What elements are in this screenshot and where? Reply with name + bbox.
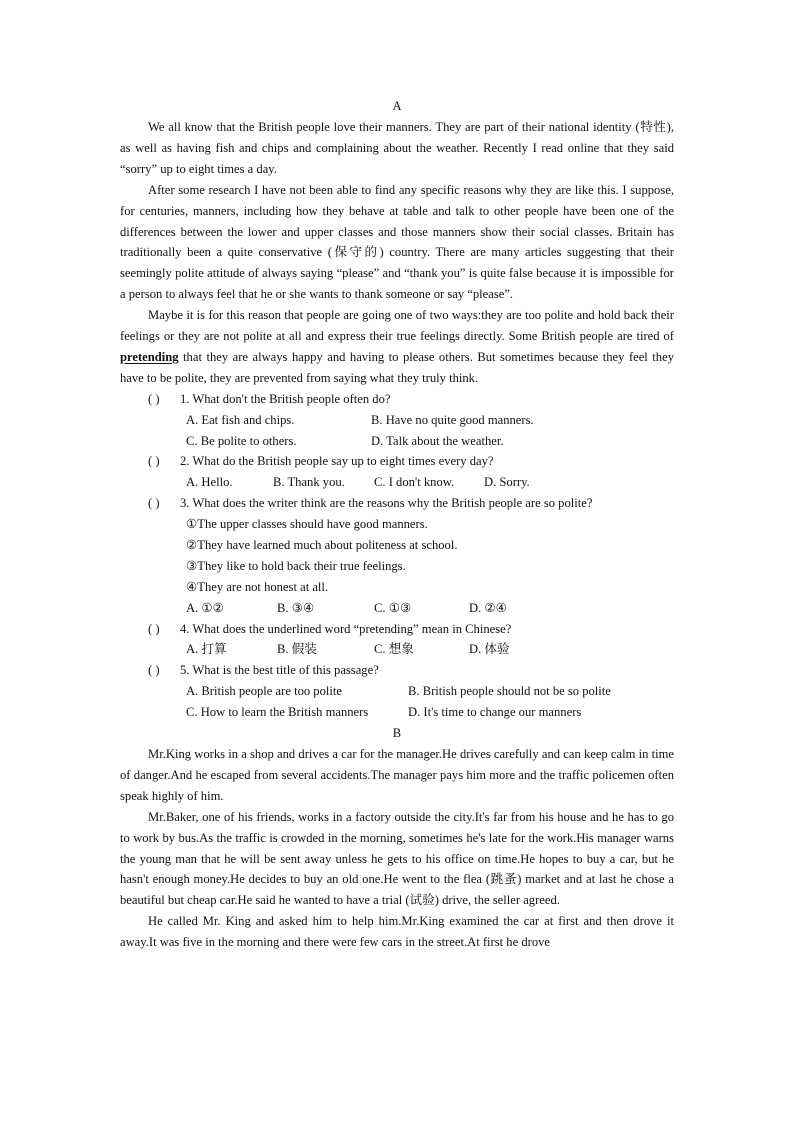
answer-blank: ( ) bbox=[148, 496, 160, 511]
q4-option-c: C. 想象 bbox=[374, 642, 414, 657]
q3-option-d: D. ②④ bbox=[469, 600, 507, 615]
passage-a-paragraph-3 bbox=[120, 305, 674, 389]
q5-option-b: B. British people should not be so polite bbox=[408, 684, 611, 699]
answer-blank: ( ) bbox=[148, 663, 160, 678]
question-3-options bbox=[120, 598, 674, 619]
underlined-word-pretending: pretending bbox=[120, 349, 179, 364]
q5-option-c: C. How to learn the British manners bbox=[186, 705, 369, 720]
question-1 bbox=[120, 389, 674, 410]
q3-statement-2: ②They have learned much about politeness at school. bbox=[186, 538, 458, 553]
question-3-text: 3. What does the writer think are the reasons why the British people are so polite? bbox=[180, 496, 593, 511]
q3-statement-3: ③They like to hold back their true feelings. bbox=[186, 558, 406, 573]
question-5 bbox=[120, 660, 674, 681]
q3-option-c: C. ①③ bbox=[374, 600, 412, 615]
question-4-text: 4. What does the underlined word “pretending” mean in Chinese? bbox=[180, 621, 512, 636]
q3-statement-4: ④They are not honest at all. bbox=[186, 579, 329, 594]
question-3 bbox=[120, 493, 674, 514]
q2-option-d: D. Sorry. bbox=[484, 475, 530, 490]
passage-b-label: B bbox=[392, 726, 402, 741]
p3-after: that they are always happy and having to please others. But sometimes because they feel they have to be polite, they are prevented from saying what they truly think. bbox=[120, 349, 674, 385]
answer-blank: ( ) bbox=[148, 391, 160, 406]
q3-statement-1: ①The upper classes should have good manners. bbox=[186, 517, 428, 532]
passage-b-paragraph-2: Mr.Baker, one of his friends, works in a factory outside the city.It's far from his house and he has to go to work by bus.As the traffic is crowded in the morning, sometimes he's late for the work.His manager warns the young man that he will be sent away unless he gets to his office on time.He hopes to buy a car, but he hasn't enough money.He decides to buy an old one.He went to the flea (跳蚤) market and at last he chose a beautiful but cheap car.He said he wanted to have a trial (试验) drive, the seller agreed. bbox=[120, 809, 674, 908]
q4-option-b: B. 假装 bbox=[277, 642, 317, 657]
answer-blank: ( ) bbox=[148, 454, 160, 469]
p3-before: Maybe it is for this reason that people are going one of two ways:they are too polite and hold back their feelings or they are not polite at all and express their true feelings directly. Some British people are tired of bbox=[120, 308, 674, 344]
question-5-options-row-1 bbox=[120, 681, 674, 702]
question-1-text: 1. What don't the British people often do? bbox=[180, 391, 391, 406]
passage-b-paragraph-3: He called Mr. King and asked him to help him.Mr.King examined the car at first and then drove it away.It was five in the morning and there were few cars in the street.At first he drove bbox=[120, 914, 674, 950]
question-5-options-row-2 bbox=[120, 702, 674, 723]
question-4 bbox=[120, 619, 674, 640]
q1-option-b: B. Have no quite good manners. bbox=[371, 412, 534, 427]
q5-option-a: A. British people are too polite bbox=[186, 684, 342, 699]
q1-option-d: D. Talk about the weather. bbox=[371, 433, 504, 448]
q4-option-a: A. 打算 bbox=[186, 642, 227, 657]
q2-option-c: C. I don't know. bbox=[374, 475, 455, 490]
q4-option-d: D. 体验 bbox=[469, 642, 510, 657]
q1-option-c: C. Be polite to others. bbox=[186, 433, 297, 448]
q2-option-a: A. Hello. bbox=[186, 475, 233, 490]
passage-a-paragraph-1: We all know that the British people love their manners. They are part of their national identity (特性), as well as having fish and chips and complaining about the weather. Recently I read online that they said “sorry” up to eight times a day. bbox=[120, 120, 674, 176]
passage-a-label: A bbox=[392, 99, 402, 113]
question-1-options-row-1 bbox=[120, 410, 674, 431]
q2-option-b: B. Thank you. bbox=[273, 475, 345, 490]
question-2-text: 2. What do the British people say up to eight times every day? bbox=[180, 454, 494, 469]
question-1-options-row-2 bbox=[120, 431, 674, 452]
question-2 bbox=[120, 451, 674, 472]
q5-option-d: D. It's time to change our manners bbox=[408, 705, 582, 720]
passage-b-paragraph-1: Mr.King works in a shop and drives a car for the manager.He drives carefully and can keep calm in time of danger.And he escaped from several accidents.The manager pays him more and the traffic policemen often speak highly of him. bbox=[120, 747, 674, 803]
question-4-options bbox=[120, 639, 674, 660]
question-2-options bbox=[120, 472, 674, 493]
passage-a-paragraph-2: After some research I have not been able to find any specific reasons why they are like this. I suppose, for centuries, manners, including how they behave at table and talk to other people have been one of the differences between the lower and upper classes and those manners show their social classes. Britain has traditionally been a quite conservative (保守的) country. There are many articles suggesting that their seemingly polite attitude of always saying “please” and “thank you” is quite false because it is impossible for a person to always feel that he or she wants to thank someone or say “please”. bbox=[120, 182, 674, 302]
q3-option-b: B. ③④ bbox=[277, 600, 315, 615]
question-5-text: 5. What is the best title of this passage? bbox=[180, 663, 379, 678]
q1-option-a: A. Eat fish and chips. bbox=[186, 412, 295, 427]
answer-blank: ( ) bbox=[148, 621, 160, 636]
q3-option-a: A. ①② bbox=[186, 600, 224, 615]
document-page bbox=[120, 96, 674, 953]
